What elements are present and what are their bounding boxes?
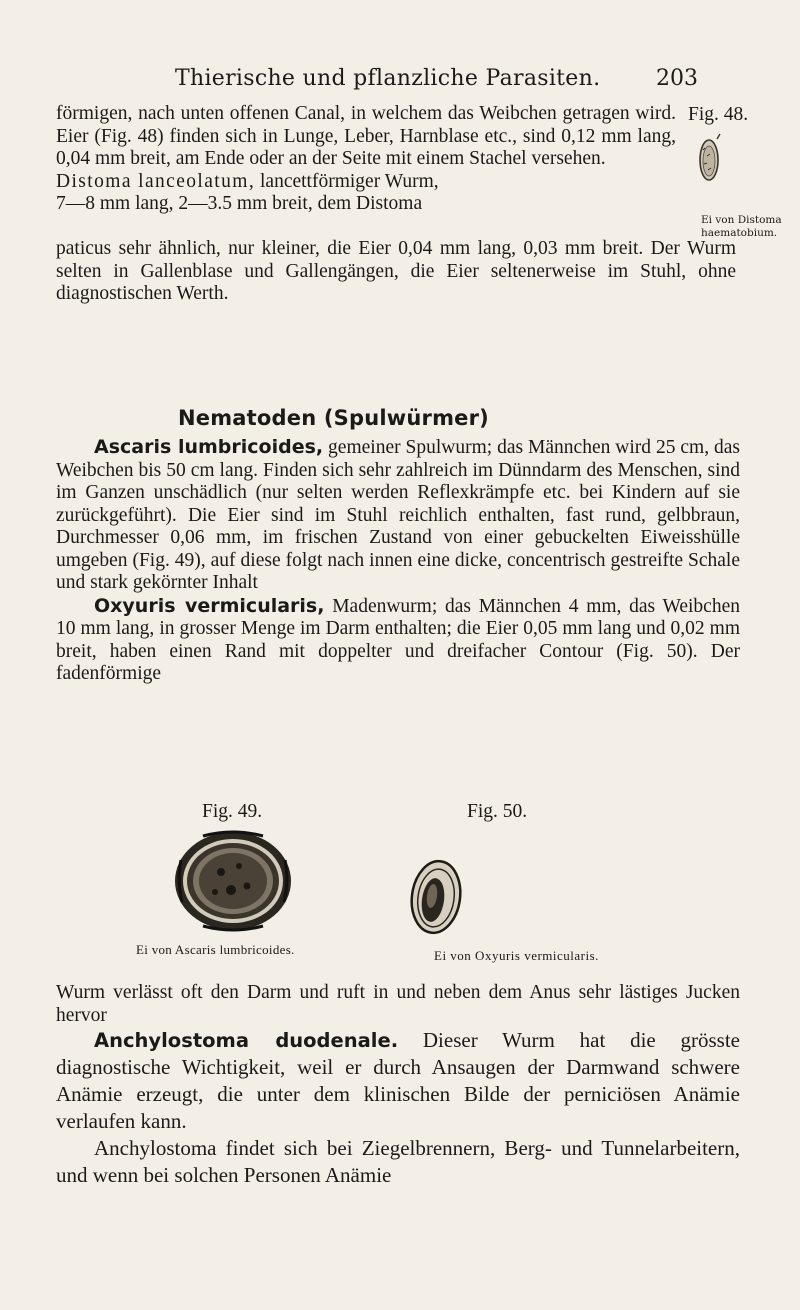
oxyuris-egg-illustration: [406, 856, 466, 938]
fig48-caption: [701, 214, 800, 240]
fig49-caption: Ei von Ascaris lumbricoides.: [136, 942, 295, 957]
running-title: Thierische und pflanzliche Parasiten.: [175, 66, 601, 91]
anchylostoma-text: Dieser Wurm hat die grösste diagnostische Wichtigkeit, weil er durch Ansaugen der Darmwand schwere Anämie erzeugt, die unter dem klinischen Bilde der perniciösen Anämie verlaufen kann.: [56, 1028, 741, 1133]
paragraph-distoma-eggs: [56, 103, 676, 216]
paragraph-text: paticus sehr ähnlich, nur kleiner, die Eier 0,04 mm lang, 0,03 mm breit. Der Wurm selten in Gallenblase und Gallengängen, die Eier seltenerweise im Stuhl, ohne diagnostischen Werth.: [56, 238, 736, 304]
paragraph-continuation: Wurm verlässt oft den Darm und ruft in und neben dem Anus sehr lästiges Jucken hervor: [56, 982, 740, 1026]
distoma-egg-illustration: [693, 130, 733, 190]
distoma-line1-rest: lancettförmiger Wurm,: [255, 170, 439, 192]
running-head: [0, 66, 800, 96]
paragraph-text: förmigen, nach unten offenen Canal, in welchem das Weibchen getragen wird. Eier (Fig. 48) finden sich in Lunge, Leber, Harnblase etc., sind 0,12 mm lang, 0,04 mm breit, am Ende oder an der Seite mit einem Stachel versehen.: [56, 103, 676, 169]
figure-48: [688, 104, 788, 239]
page-number: 203: [656, 66, 698, 91]
fig50-label: Fig. 50.: [467, 801, 528, 822]
paragraph-distoma-rest: [56, 238, 736, 306]
fig50-caption: Ei von Oxyuris vermicularis.: [434, 948, 599, 963]
fig48-caption-line1: Ei von Distoma: [701, 214, 782, 226]
fig48-label: Fig. 48.: [688, 104, 749, 125]
ascaris-lead: Ascaris lumbricoides,: [94, 436, 324, 458]
anchylostoma-section: [56, 982, 740, 1189]
distoma-lanceolatum-lead: Distoma lanceolatum,: [56, 170, 256, 192]
oxyuris-lead: Oxyuris vermicularis,: [94, 594, 325, 617]
paragraph-oxyuris: [56, 595, 740, 686]
oxyuris-text: Madenwurm; das Männchen 4 mm, das Weibchen 10 mm lang, in grosser Menge im Darm enthalten; die Eier 0,05 mm lang und 0,02 mm breit, haben einen Rand mit doppelter und dreifacher Contour (Fig. 50). Der fadenförmige: [56, 595, 740, 684]
fig48-caption-line2: haematobium.: [701, 227, 778, 239]
paragraph-anchylostoma-2: Anchylostoma findet sich bei Ziegelbrennern, Berg- und Tunnelarbeitern, und wenn bei solchen Personen Anämie: [56, 1136, 740, 1187]
paragraph-ascaris: [56, 436, 740, 595]
distoma-line2: 7—8 mm lang, 2—3.5 mm breit, dem Distoma: [56, 193, 423, 214]
ascaris-egg-illustration: [173, 830, 293, 932]
ascaris-text: gemeiner Spulwurm; das Männchen wird 25 cm, das Weibchen bis 50 cm lang. Finden sich sehr zahlreich im Dünndarm des Menschen, sind im Ganzen unschädlich (nur selten werden Reflexkrämpfe etc. bei Kindern auf sie zurückgeführt). Die Eier sind im Stuhl reichlich enthalten, fast rund, gelbbraun, Durchmesser 0,06 mm, im frischen Zustand von einer gebuckelten Eiweisshülle umgeben (Fig. 49), auf diese folgt nach innen eine dicke, concentrisch gestreifte Schale und stark gekörnter Inhalt: [56, 437, 740, 593]
nematoden-body: [56, 436, 740, 686]
anchylostoma-lead: Anchylostoma duodenale.: [94, 1029, 399, 1052]
fig49-label: Fig. 49.: [202, 801, 263, 822]
paragraph-anchylostoma: [56, 1027, 740, 1135]
section-heading-nematoden: Nematoden (Spulwürmer): [178, 406, 489, 430]
